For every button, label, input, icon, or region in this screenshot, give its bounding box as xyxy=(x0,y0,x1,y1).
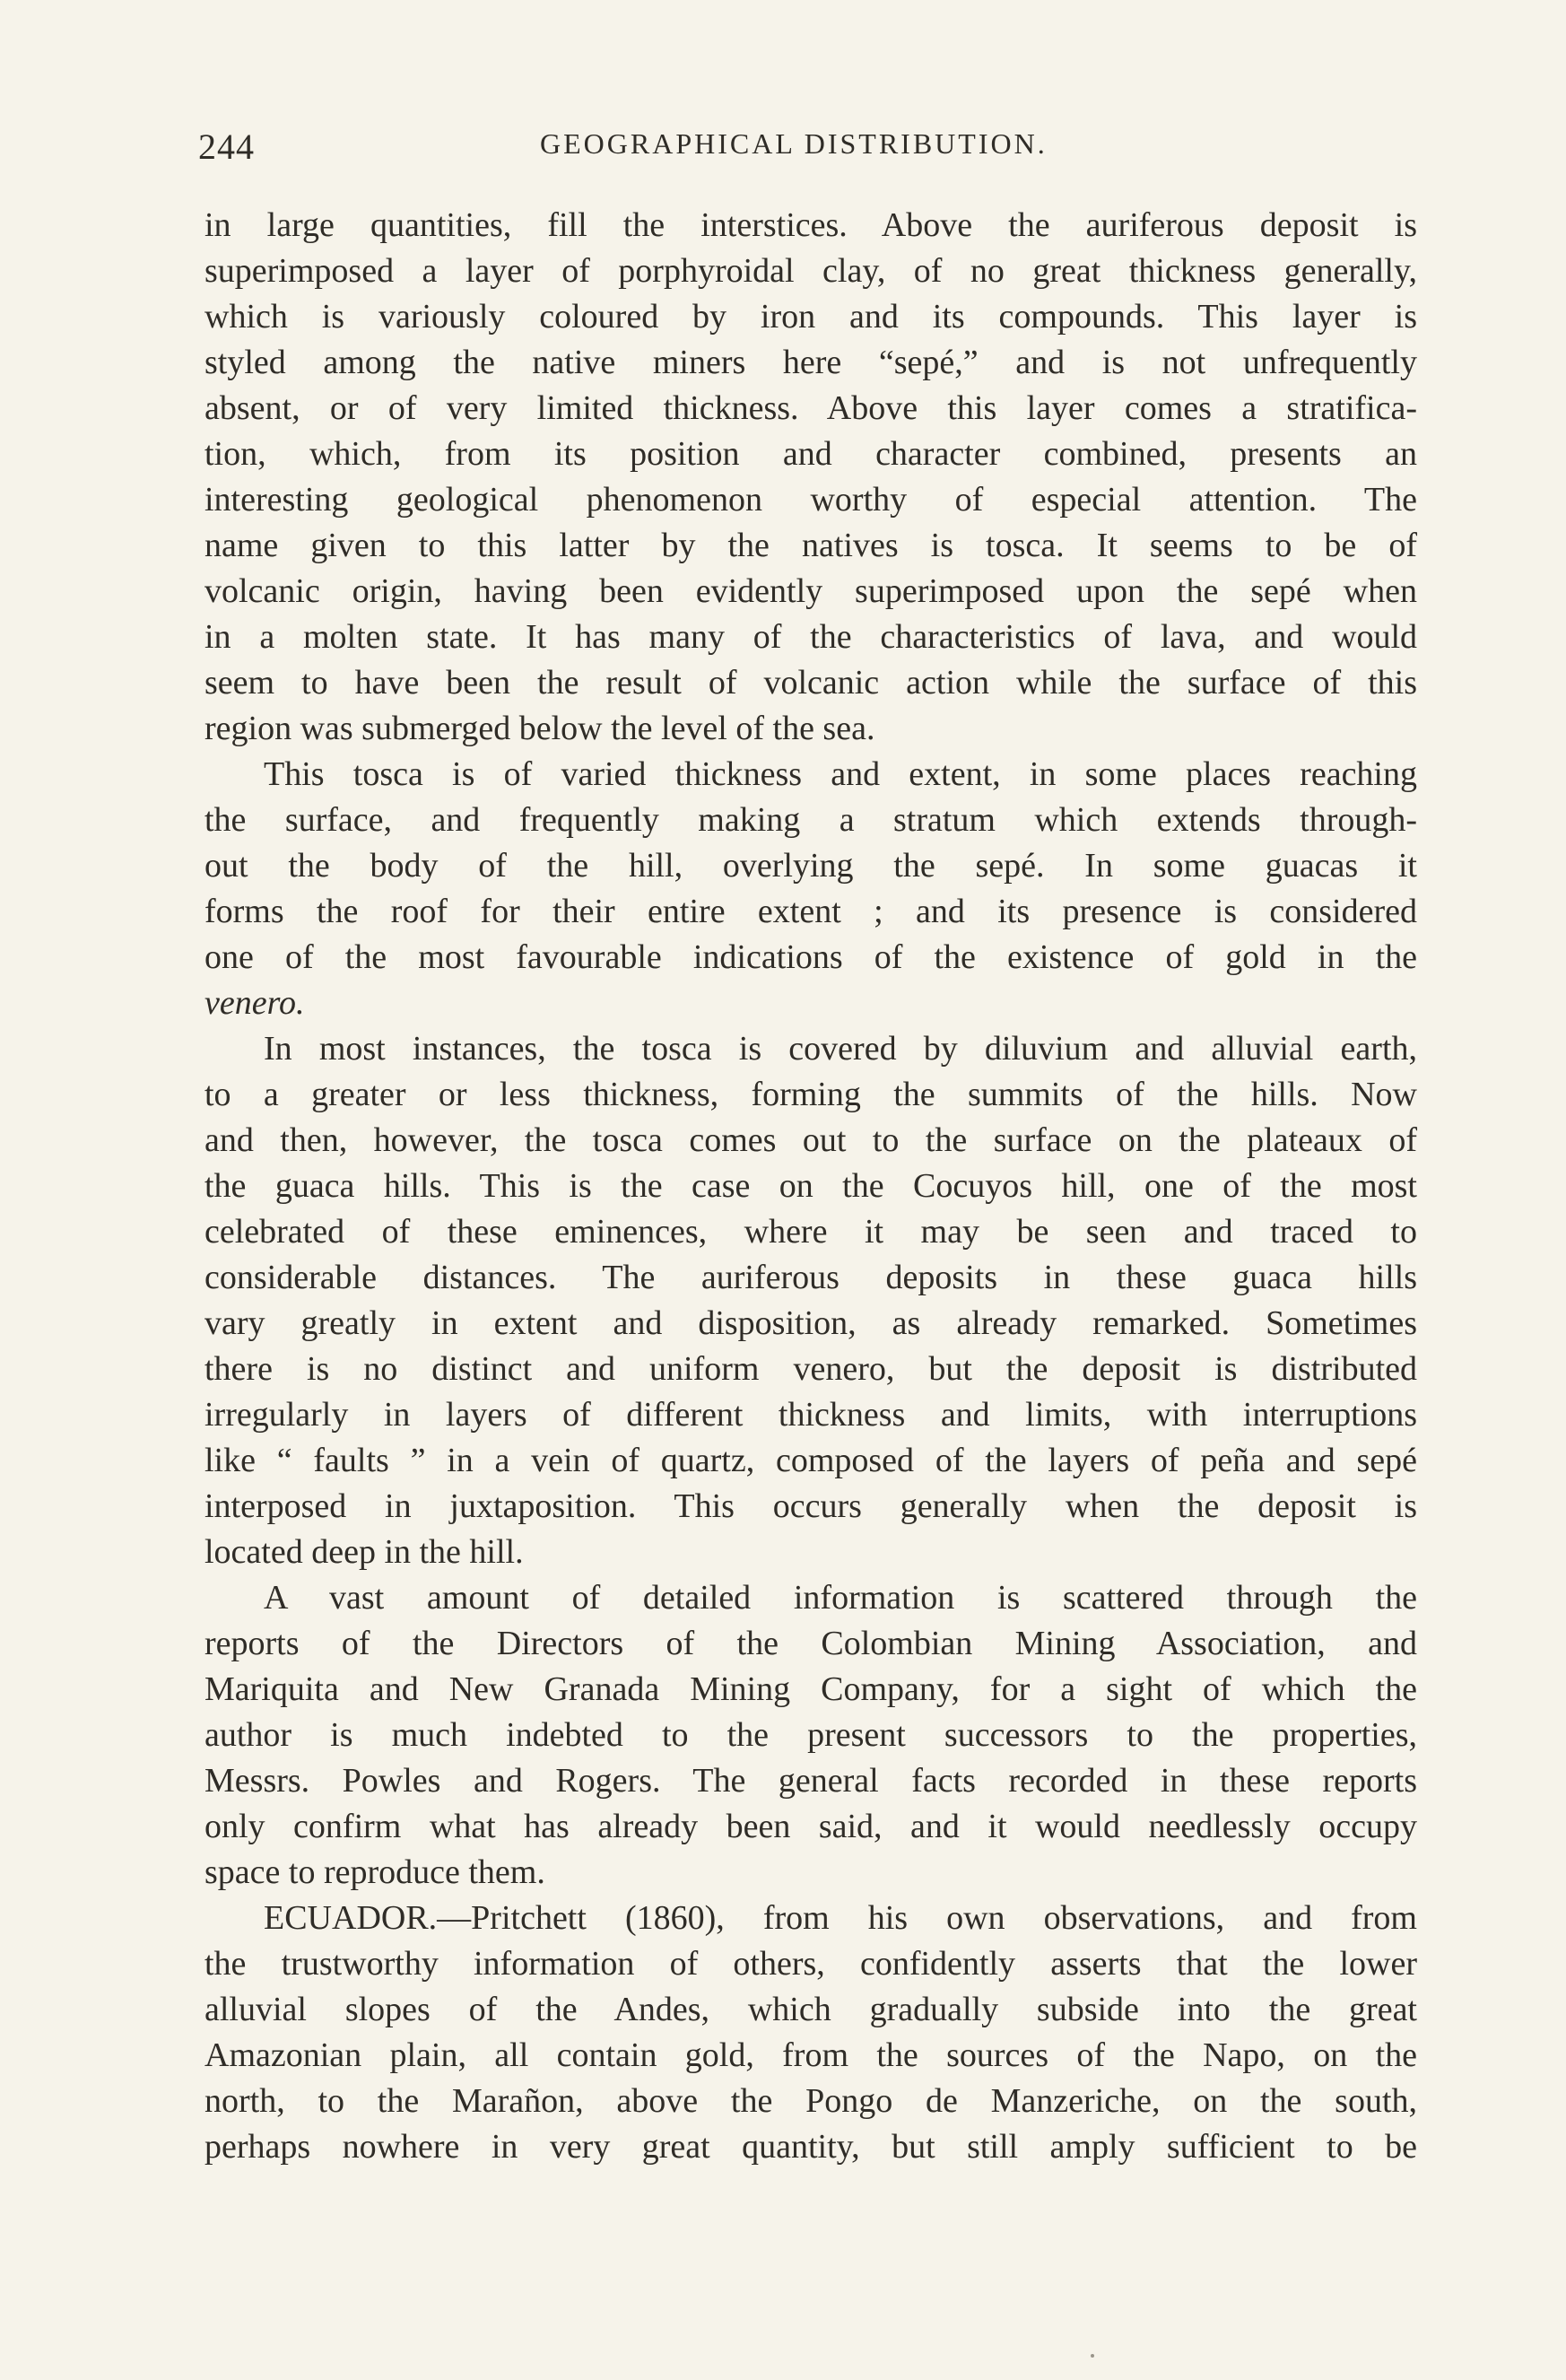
text-line: north, to the Marañon, above the Pongo de Manzeriche, on the south, xyxy=(204,2082,1417,2120)
text-line: tion, which, from its position and character combined, presents an xyxy=(204,435,1417,473)
text-line: one of the most favourable indications of the existence of gold in the xyxy=(204,938,1417,976)
text-line: author is much indebted to the present successors to the properties, xyxy=(204,1716,1417,1754)
text-line: Amazonian plain, all contain gold, from the sources of the Napo, on the xyxy=(204,2036,1417,2074)
text-line: name given to this latter by the natives is tosca. It seems to be of xyxy=(204,527,1417,564)
text-line: irregularly in layers of different thickness and limits, with interruptions xyxy=(204,1396,1417,1434)
text-line: the guaca hills. This is the case on the Cocuyos hill, one of the most xyxy=(204,1167,1417,1205)
text-line: interesting geological phenomenon worthy of especial attention. The xyxy=(204,481,1417,519)
text-line: This tosca is of varied thickness and extent, in some places reaching xyxy=(264,755,1417,793)
text-line: styled among the native miners here “sepé,” and is not unfrequently xyxy=(204,344,1417,381)
text-line: Messrs. Powles and Rogers. The general facts recorded in these reports xyxy=(204,1762,1417,1800)
text-line: and then, however, the tosca comes out to the surface on the plateaux of xyxy=(204,1121,1417,1159)
text-line: there is no distinct and uniform venero, but the deposit is distributed xyxy=(204,1350,1417,1388)
text-line: region was submerged below the level of the sea. xyxy=(204,710,875,747)
text-line: A vast amount of detailed information is scattered through the xyxy=(264,1579,1417,1617)
text-line: the trustworthy information of others, confidently asserts that the lower xyxy=(204,1945,1417,1983)
body-text xyxy=(204,203,1417,2170)
text-line: considerable distances. The auriferous deposits in these guaca hills xyxy=(204,1259,1417,1296)
text-line: venero. xyxy=(204,984,305,1022)
text-line: superimposed a layer of porphyroidal clay, of no great thickness generally, xyxy=(204,252,1417,290)
text-line: absent, or of very limited thickness. Above this layer comes a stratifica- xyxy=(204,389,1417,427)
text-line: vary greatly in extent and disposition, as already remarked. Sometimes xyxy=(204,1304,1417,1342)
text-line: only confirm what has already been said, and it would needlessly occupy xyxy=(204,1808,1417,1845)
text-line: like “ faults ” in a vein of quartz, composed of the layers of peña and sepé xyxy=(204,1442,1417,1479)
text-line: space to reproduce them. xyxy=(204,1853,545,1891)
text-line: the surface, and frequently making a stratum which extends through- xyxy=(204,801,1417,839)
text-line: In most instances, the tosca is covered by diluvium and alluvial earth, xyxy=(264,1030,1417,1068)
text-line: out the body of the hill, overlying the sepé. In some guacas it xyxy=(204,847,1417,885)
text-line: to a greater or less thickness, forming the summits of the hills. Now xyxy=(204,1076,1417,1113)
text-line: celebrated of these eminences, where it may be seen and traced to xyxy=(204,1213,1417,1251)
text-line: perhaps nowhere in very great quantity, but still amply sufficient to be xyxy=(204,2128,1417,2166)
text-line: which is variously coloured by iron and its compounds. This layer is xyxy=(204,298,1417,336)
text-line: Mariquita and New Granada Mining Company, for a sight of which the xyxy=(204,1670,1417,1708)
text-line: volcanic origin, having been evidently superimposed upon the sepé when xyxy=(204,572,1417,610)
text-line: located deep in the hill. xyxy=(204,1533,524,1571)
text-line: ECUADOR.—Pritchett (1860), from his own observations, and from xyxy=(264,1899,1417,1937)
text-line: seem to have been the result of volcanic action while the surface of this xyxy=(204,664,1417,702)
text-line: interposed in juxtaposition. This occurs generally when the deposit is xyxy=(204,1487,1417,1525)
text-line: alluvial slopes of the Andes, which gradually subside into the great xyxy=(204,1991,1417,2028)
page-number: 244 xyxy=(198,126,255,167)
text-line: in large quantities, fill the interstices. Above the auriferous deposit is xyxy=(204,206,1417,244)
text-line: forms the roof for their entire extent ; and its presence is considered xyxy=(204,893,1417,930)
print-speck xyxy=(1091,2354,1094,2358)
running-head: GEOGRAPHICAL DISTRIBUTION. xyxy=(540,127,1048,160)
text-line: in a molten state. It has many of the characteristics of lava, and would xyxy=(204,618,1417,656)
text-line: reports of the Directors of the Colombian Mining Association, and xyxy=(204,1625,1417,1662)
